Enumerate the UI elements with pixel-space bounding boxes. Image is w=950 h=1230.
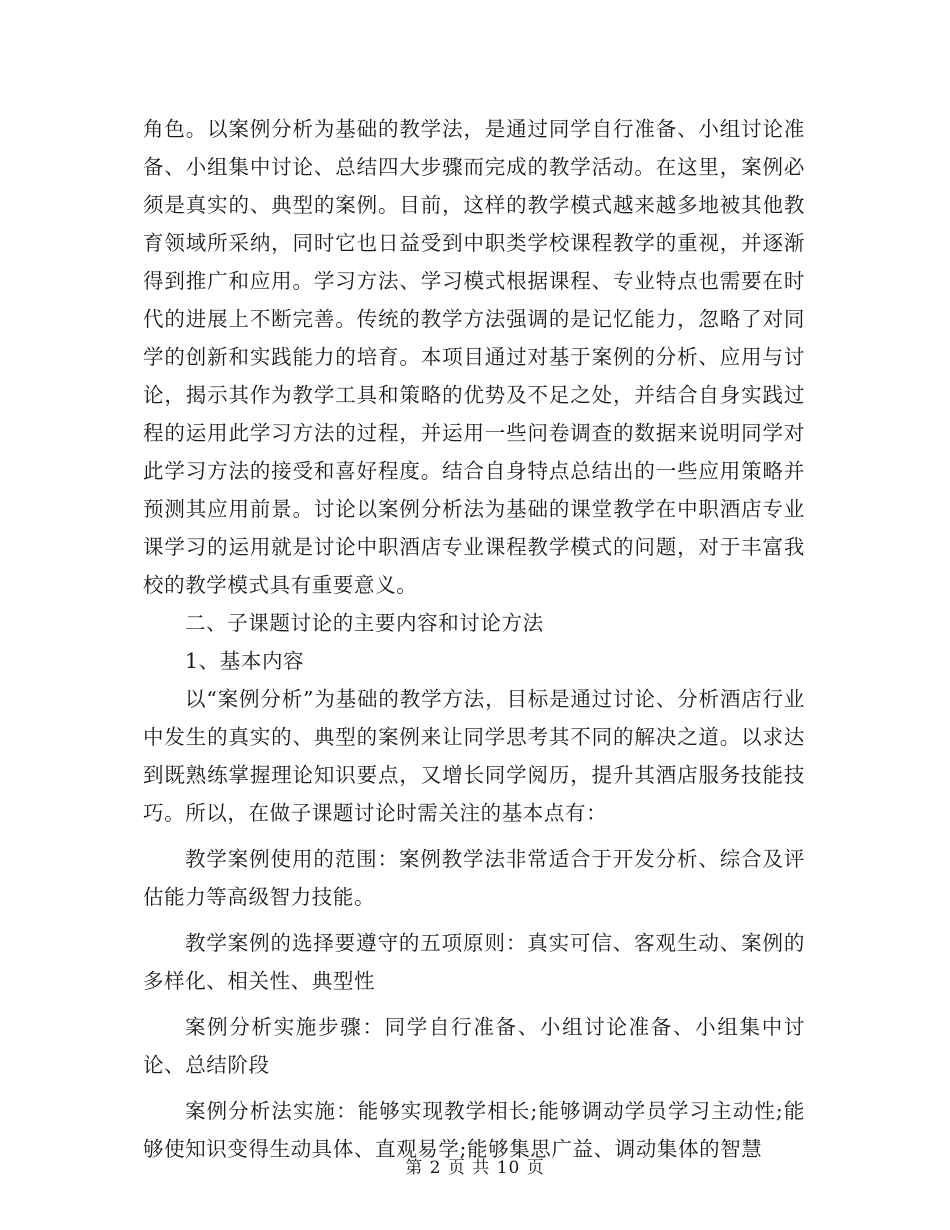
paragraph-implementation-steps: 案例分析实施步骤：同学自行准备、小组讨论准备、小组集中讨论、总结阶段 [143,1015,805,1077]
paragraph-method-implementation: 案例分析法实施：能够实现教学相长;能够调动学员学习主动性;能够使知识变得生动具体、直观易学;能够集思广益、调动集体的智慧 [143,1099,805,1161]
paragraph-case-scope: 教学案例使用的范围：案例教学法非常适合于开发分析、综合及评估能力等高级智力技能。 [143,847,805,909]
subsection-heading: 1、基本内容 [185,649,305,673]
paragraph-intro: 角色。以案例分析为基础的教学法，是通过同学自行准备、小组讨论准备、小组集中讨论、总结四大步骤而完成的教学活动。在这里，案例必须是真实的、典型的案例。目前，这样的教学模式越来越多地被其他教育领域所采纳，同时它也日益受到中职类学校课程教学的重视，并逐渐得到推广和应用。学习方法、学习模式根据课程、专业特点也需要在时代的进展上不断完善。传统的教学方法强调的是记忆能力，忽略了对同学的创新和实践能力的培育。本项目通过对基于案例的分析、应用与讨论，揭示其作为教学工具和策略的优势及不足之处，并结合自身实践过程的运用此学习方法的过程，并运用一些问卷调查的数据来说明同学对此学习方法的接受和喜好程度。结合自身特点总结出的一些应用策略并预测其应用前景。讨论以案例分析法为基础的课堂教学在中职酒店专业课学习的运用就是讨论中职酒店专业课程教学模式的问题，对于丰富我校的教学模式具有重要意义。 [143,117,805,597]
section-heading: 二、子课题讨论的主要内容和讨论方法 [185,611,544,635]
page-number-footer: 第 2 页 共 10 页 [405,1158,545,1178]
document-body [143,110,805,1168]
paragraph-basic-content: 以“案例分析”为基础的教学方法，目标是通过讨论、分析酒店行业中发生的真实的、典型的案例来让同学思考其不同的解决之道。以求达到既熟练掌握理论知识要点，又增长同学阅历，提升其酒店服务技能技巧。所以，在做子课题讨论时需关注的基本点有： [143,687,805,825]
paragraph-selection-principles: 教学案例的选择要遵守的五项原则：真实可信、客观生动、案例的多样化、相关性、典型性 [143,931,805,993]
